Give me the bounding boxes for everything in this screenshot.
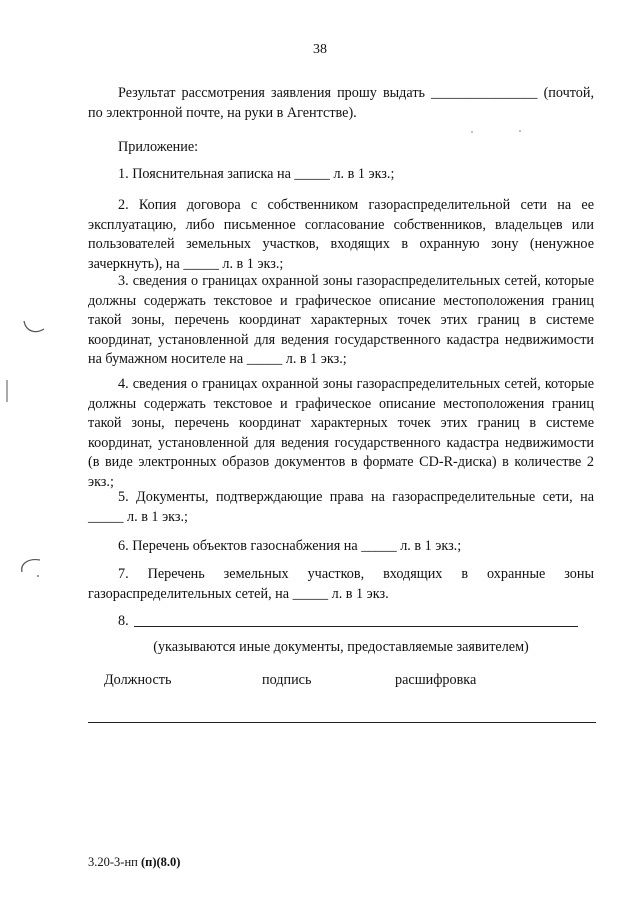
attachment-item-8-line [134,626,578,627]
attachment-item-5: 5. Документы, подтверждающие права на газораспределительные сети, на _____ л. в 1 экз.; [88,489,594,525]
document-code-bold: (п)(8.0) [140,855,181,869]
signature-position-label: Должность [104,672,172,688]
scan-specks [468,128,528,136]
signature-sign-label: подпись [262,672,312,688]
attachment-item-2: 2. Копия договора с собственником газораспределительной сети на ее эксплуатацию, либо письменное согласование собственников, владельцев или пользователей земельных участков, входящих в охранную зону (ненужное зачеркнуть), на _____ л. в 1 экз.; [88,197,594,272]
document-code-plain: 3.20-3-нп [88,855,141,869]
attachment-item-8-label: 8. [118,613,129,629]
page-number: 38 [313,42,327,57]
signature-decode-label: расшифровка [395,672,477,688]
document-code [88,855,180,870]
attachment-item-3: 3. сведения о границах охранной зоны газораспределительных сетей, которые должны содержать текстовое и графическое описание местоположения границ такой зоны, перечень координат характерных точек этих границ в системе координат, установленной для ведения государственного кадастра недвижимости на бумажном носителе на _____ л. в 1 экз.; [88,273,594,367]
result-paragraph: Результат рассмотрения заявления прошу выдать _______________ (почтой, по электронной почте, на руки в Агентстве). [88,85,594,121]
attachment-item-7: 7. Перечень земельных участков, входящих в охранные зоны газораспределительных сетей, на _____ л. в 1 экз. [88,566,594,602]
margin-hole-mark [18,318,48,338]
attachments-heading: Приложение: [118,139,199,155]
margin-hole-mark-lower [16,556,46,580]
attachment-item-4: 4. сведения о границах охранной зоны газораспределительных сетей, которые должны содержать текстовое и графическое описание местоположения границ такой зоны, перечень координат характерных точек этих границ в системе координат, установленной для ведения государственного кадастра недвижимости (в виде электронных образов документов в формате CD-R-диска) в количестве 2 экз.; [88,376,594,490]
attachment-item-6: 6. Перечень объектов газоснабжения на _____ л. в 1 экз.; [118,538,462,554]
margin-tick-mark [2,378,12,404]
signature-line [88,722,596,723]
attachment-item-1: 1. Пояснительная записка на _____ л. в 1 экз.; [118,166,395,182]
attachment-item-8-caption: (указываются иные документы, предоставляемые заявителем) [153,639,529,655]
